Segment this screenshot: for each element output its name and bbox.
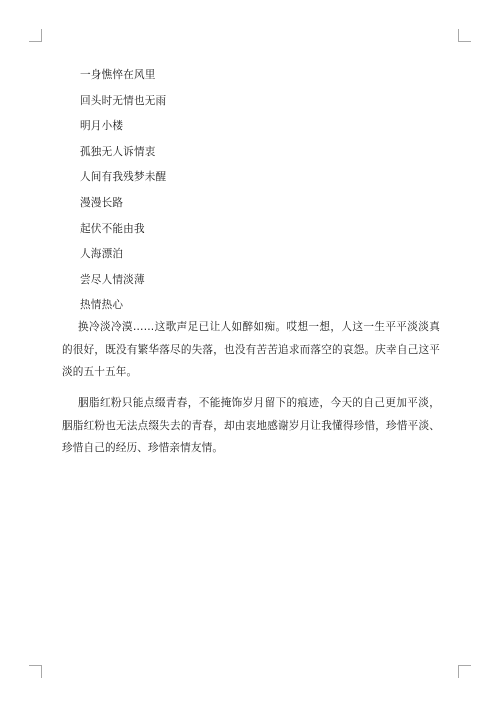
- verse-line: 热情热心: [80, 299, 124, 312]
- verse-line: 一身憔悴在风里: [80, 69, 156, 81]
- verse-line: 孤独无人诉情衷: [80, 145, 156, 158]
- top-right-margin-mark: [458, 29, 471, 42]
- verse-line: 尝尽人情淡薄: [80, 273, 145, 286]
- verse-line: 漫漫长路: [80, 196, 124, 209]
- body-paragraph: 换冷淡冷漠……这歌声足已让人如醉如痴。哎想一想，人这一生平平淡淡真的很好，既没有繁华落尽的失落，也没有苦苦追求而落空的哀怨。庆幸自己这平淡的五十五年。: [62, 321, 440, 378]
- verse-line: 人海漂泊: [80, 248, 124, 261]
- bottom-left-margin-mark: [29, 665, 42, 678]
- body-paragraph: 胭脂红粉只能点缀青春，不能掩饰岁月留下的痕迹，今天的自己更加平淡，胭脂红粉也无法点缀失去的青春，却由衷地感谢岁月让我懂得珍惜，珍惜平淡、珍惜自己的经历、珍惜亲情友情。: [62, 397, 440, 454]
- top-left-margin-mark: [29, 29, 42, 42]
- verse-line: 起伏不能由我: [80, 222, 145, 235]
- verse-line: 人间有我残梦未醒: [80, 171, 167, 184]
- verse-line: 明月小楼: [80, 120, 124, 133]
- bottom-right-margin-mark: [458, 665, 471, 678]
- verse-line: 回头时无情也无雨: [80, 94, 167, 107]
- document-body: [62, 66, 440, 459]
